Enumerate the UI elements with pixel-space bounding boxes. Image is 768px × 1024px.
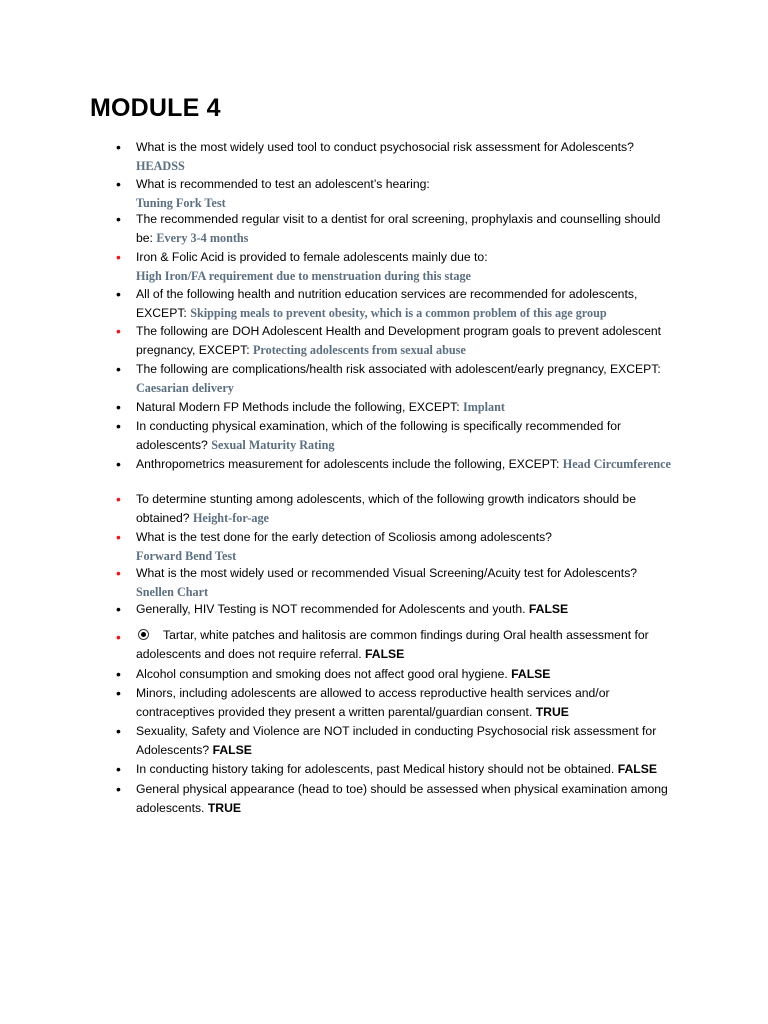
question-text: In conducting physical examination, which of the following is specifically recommended for adolescents?: [136, 419, 622, 452]
answer-text: FALSE: [528, 602, 569, 616]
question-text: What is the most widely used or recommended Visual Screening/Acuity test for Adolescents?: [136, 566, 638, 580]
answer-text: FALSE: [365, 646, 405, 661]
question-text: The following are DOH Adolescent Health and Development program goals to prevent adolescent pregnancy, EXCEPT:: [136, 324, 662, 357]
list-item: [116, 360, 676, 397]
question-text: What is recommended to test an adolescent’s hearing:: [136, 177, 430, 191]
question-text: Iron & Folic Acid is provided to female adolescents mainly due to:: [136, 250, 488, 264]
question-text: To determine stunting among adolescents, which of the following growth indicators should be obtained?: [136, 492, 636, 525]
bullet-icon: •: [116, 286, 121, 302]
bullet-icon: •: [116, 491, 121, 507]
question-text: Natural Modern FP Methods include the following, EXCEPT:: [136, 400, 460, 414]
bullet-icon: •: [116, 418, 121, 434]
bullet-icon: •: [116, 565, 121, 581]
answer-text: Every 3-4 months: [156, 230, 249, 245]
list-item: [116, 417, 676, 454]
bullet-icon: •: [116, 176, 121, 192]
list-item: [116, 455, 676, 474]
bullet-icon: •: [116, 685, 121, 701]
list-item: [116, 175, 676, 212]
answer-text: High Iron/FA requirement due to menstruation during this stage: [136, 268, 471, 283]
list-item: [116, 528, 676, 565]
question-text: In conducting history taking for adolescents, past Medical history should not be obtained.: [136, 762, 615, 776]
bullet-icon: •: [116, 361, 121, 377]
question-text: Tartar, white patches and halitosis are common findings during Oral health assessment for adolescents and does not require referral.: [136, 628, 649, 661]
question-text: Generally, HIV Testing is NOT recommended for Adolescents and youth.: [136, 602, 526, 616]
bullet-icon: •: [116, 629, 121, 645]
list-item: [116, 665, 676, 684]
list-item: [116, 210, 676, 247]
bullet-icon: •: [116, 529, 121, 545]
answer-text: Forward Bend Test: [136, 548, 237, 563]
question-text: Sexuality, Safety and Violence are NOT included in conducting Psychosocial risk assessment for Adolescents?: [136, 724, 657, 757]
bullet-icon: •: [116, 139, 121, 155]
question-text: The recommended regular visit to a dentist for oral screening, prophylaxis and counselling should be:: [136, 212, 661, 245]
answer-text: TRUE: [207, 800, 242, 815]
answer-text: Protecting adolescents from sexual abuse: [252, 342, 466, 357]
answer-text: HEADSS: [136, 158, 185, 173]
answer-text: FALSE: [511, 667, 551, 681]
bullet-icon: •: [116, 399, 121, 415]
list-item: [116, 138, 676, 175]
question-text: Minors, including adolescents are allowed to access reproductive health services and/or contraceptives provided they present a written parental/guardian consent.: [136, 686, 610, 719]
bullet-icon: •: [116, 781, 121, 797]
question-text: Anthropometrics measurement for adolescents include the following, EXCEPT:: [136, 457, 560, 471]
answer-text: TRUE: [535, 704, 569, 719]
list-item: [116, 322, 676, 359]
question-text: What is the most widely used tool to conduct psychosocial risk assessment for Adolescents?: [136, 140, 634, 154]
list-item: [116, 684, 676, 721]
list-item: [116, 564, 676, 601]
list-item: [116, 285, 676, 322]
answer-text: Sexual Maturity Rating: [211, 437, 335, 452]
list-item: [116, 626, 676, 663]
list-item: [116, 760, 676, 779]
answer-text: Implant: [462, 400, 505, 414]
bullet-icon: •: [116, 249, 121, 265]
list-item: [116, 398, 676, 417]
answer-text: Caesarian delivery: [136, 380, 234, 395]
answer-text: Tuning Fork Test: [136, 195, 226, 210]
answer-text: FALSE: [617, 762, 657, 776]
answer-text: Skipping meals to prevent obesity, which is a common problem of this age group: [190, 305, 607, 320]
question-text: The following are complications/health risk associated with adolescent/early pregnancy, EXCEPT:: [136, 362, 661, 376]
bullet-icon: •: [116, 456, 121, 472]
bullet-icon: •: [116, 723, 121, 739]
answer-text: Head Circumference: [562, 457, 671, 471]
bullet-icon: •: [116, 323, 121, 339]
list-item: [116, 248, 676, 285]
question-text: All of the following health and nutrition education services are recommended for adolescents, EXCEPT:: [136, 287, 638, 320]
bullet-icon: •: [116, 666, 121, 682]
list-item: [116, 722, 676, 759]
answer-text: FALSE: [212, 742, 252, 757]
question-text: General physical appearance (head to toe) should be assessed when physical examination among adolescents.: [136, 782, 668, 815]
bullet-icon: •: [116, 601, 121, 617]
bullet-icon: •: [116, 211, 121, 227]
page-title: MODULE 4: [90, 94, 221, 122]
list-item: [116, 780, 676, 817]
question-text: Alcohol consumption and smoking does not affect good oral hygiene.: [136, 667, 508, 681]
answer-text: Snellen Chart: [136, 584, 209, 599]
question-text: What is the test done for the early detection of Scoliosis among adolescents?: [136, 530, 552, 544]
list-item: [116, 600, 676, 619]
list-item: [116, 490, 676, 527]
answer-text: Height-for-age: [192, 510, 269, 525]
radio-button-selected-icon[interactable]: [138, 629, 149, 640]
bullet-icon: •: [116, 761, 121, 777]
